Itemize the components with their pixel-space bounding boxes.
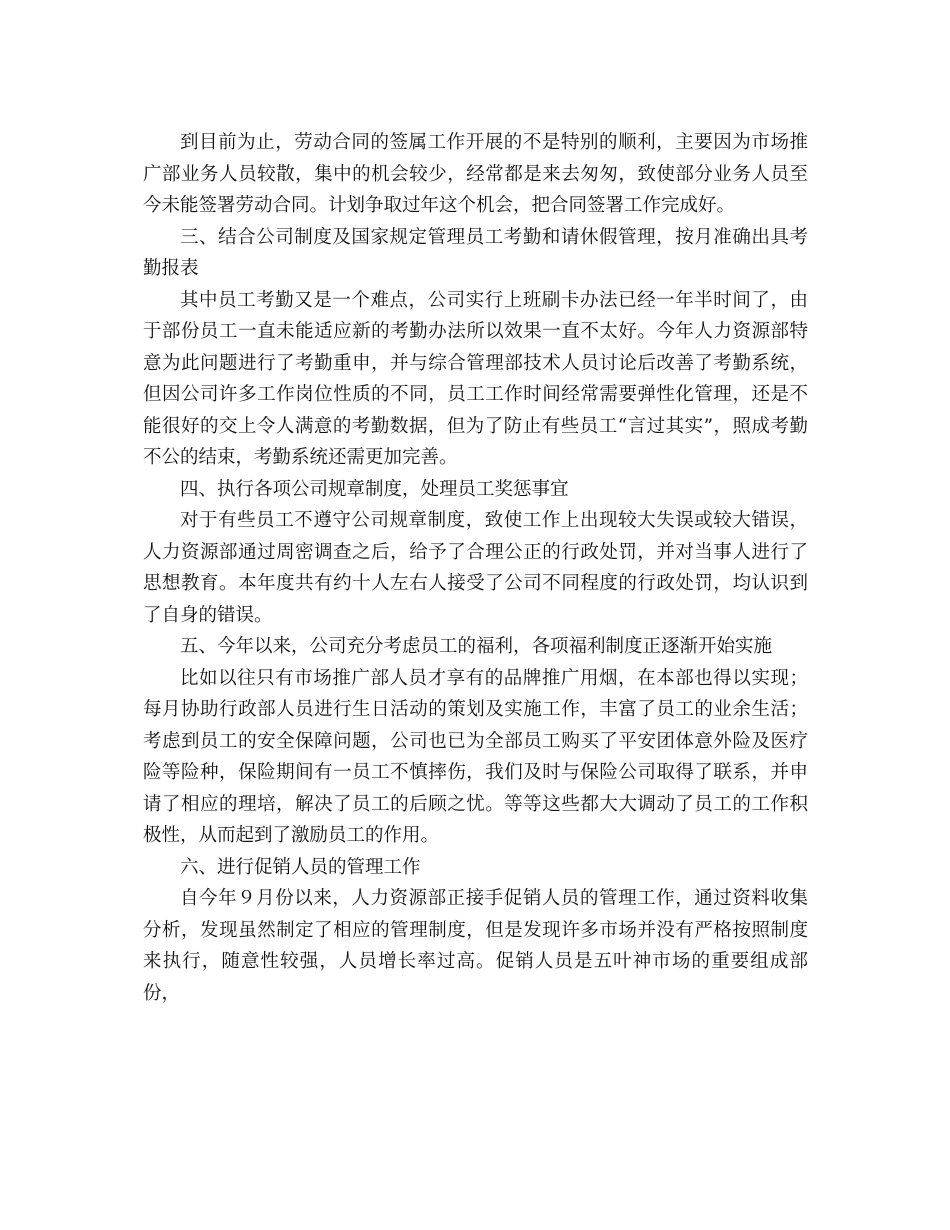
paragraph-contract-signing: 到目前为止，劳动合同的签属工作开展的不是特别的顺利，主要因为市场推广部业务人员较散，集中的机会较少，经常都是来去匆匆，致使部分业务人员至今未能签署劳动合同。计划争取过年这个机会，把合同签署工作完成好。 [143, 132, 808, 216]
heading-employee-welfare: 五、今年以来，公司充分考虑员工的福利，各项福利制度正逐渐开始实施 [180, 636, 773, 657]
heading-rules-rewards-penalties: 四、执行各项公司规章制度，处理员工奖惩事宜 [180, 478, 569, 500]
paragraph-welfare-details: 比如以往只有市场推广部人员才享有的品牌推广用烟，在本部也得以实现；每月协助行政部人员进行生日活动的策划及实施工作，丰富了员工的业余生活；考虑到员工的安全保障问题，公司也已为全部员工购买了平安团体意外险及医疗险等险种，保险期间有一员工不慎摔伤，我们及时与保险公司取得了联系，并申请了相应的理培，解决了员工的后顾之忧。等等这些都大大调动了员工的工作积极性，从而起到了激励员工的作用。 [143, 667, 808, 846]
heading-attendance-management: 三、结合公司制度及国家规定管理员工考勤和请休假管理，按月准确出具考勤报表 [143, 226, 808, 279]
heading-promoter-management: 六、进行促销人员的管理工作 [180, 856, 421, 878]
paragraph-attendance-details: 其中员工考勤又是一个难点，公司实行上班刷卡办法已经一年半时间了，由于部份员工一直未能适应新的考勤办法所以效果一直不太好。今年人力资源部特意为此问题进行了考勤重申，并与综合管理部技术人员讨论后改善了考勤系统，但因公司许多工作岗位性质的不同，员工工作时间经常需要弹性化管理，还是不能很好的交上令人满意的考勤数据，但为了防止有些员工“言过其实”，照成考勤不公的结束，考勤系统还需更加完善。 [143, 289, 808, 468]
paragraph-disciplinary-actions: 对于有些员工不遵守公司规章制度，致使工作上出现较大失误或较大错误，人力资源部通过周密调查之后，给予了合理公正的行政处罚，并对当事人进行了思想教育。本年度共有约十人左右人接受了公司不同程度的行政处罚，均认识到了自身的错误。 [143, 510, 808, 626]
document-body [143, 127, 808, 1009]
paragraph-promoter-details: 自今年９月份以来，人力资源部正接手促销人员的管理工作，通过资料收集分析，发现虽然制定了相应的管理制度，但是发现许多市场并没有严格按照制度来执行，随意性较强，人员增长率过高。促销人员是五叶神市场的重要组成部份， [143, 888, 808, 1004]
